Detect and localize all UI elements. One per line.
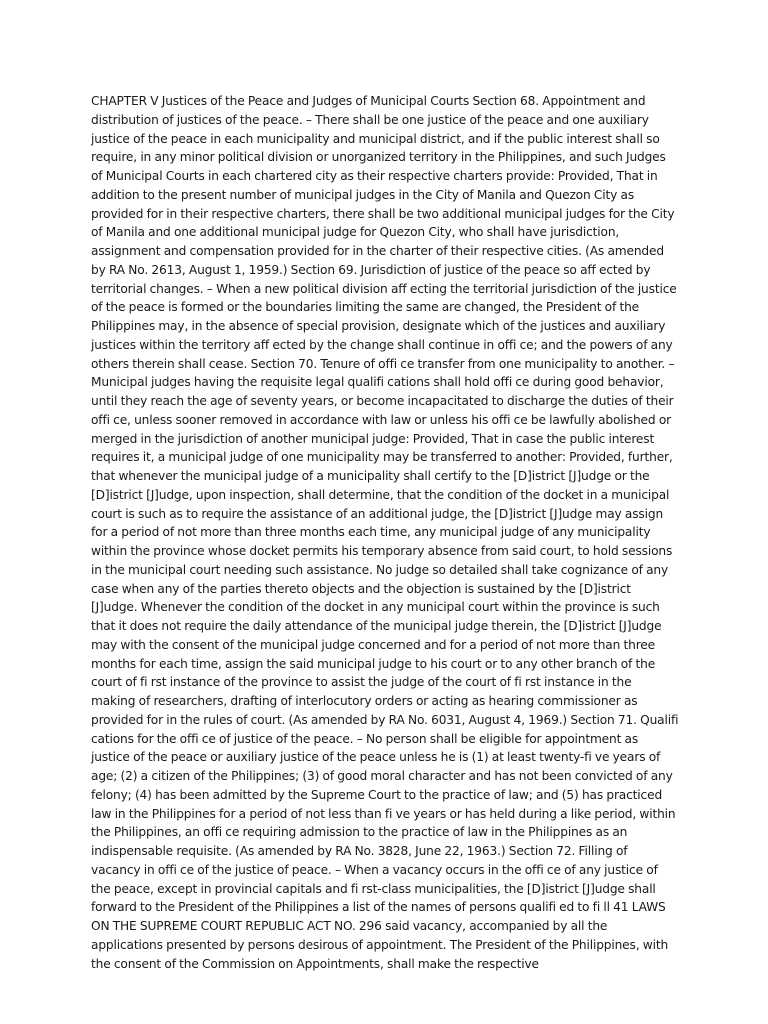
document-body-text: CHAPTER V Justices of the Peace and Judges of Municipal Courts Section 68. Appointment and distribution of justices of the peace. – There shall be one justice of the peace and one auxiliary justice of the peace in each municipality and municipal district, and if the public interest shall so require, in any minor political division or unorganized territory in the Philippines, and such Judges of Municipal Courts in each chartered city as their respective charters provide: Provided, That in addition to the present number of municipal judges in the City of Manila and Quezon City as provided for in their respective charters, there shall be two additional municipal judges for the City of Manila and one additional municipal judge for Quezon City, who shall have jurisdiction, assignment and compensation provided for in the charter of their respective cities. (As amended by RA No. 2613, August 1, 1959.) Section 69. Jurisdiction of justice of the peace so aff ected by territorial changes. – When a new political division aff ecting the territorial jurisdiction of the justice of the peace is formed or the boundaries limiting the same are changed, the President of the Philippines may, in the absence of special provision, designate which of the justices and auxiliary justices within the territory aff ected by the change shall continue in offi ce; and the powers of any others therein shall cease. Section 70. Tenure of offi ce transfer from one municipality to another. – Municipal judges having the requisite legal qualifi cations shall hold offi ce during good behavior, until they reach the age of seventy years, or become incapacitated to discharge the duties of their offi ce, unless sooner removed in accordance with law or unless his offi ce be lawfully abolished or merged in the jurisdiction of another municipal judge: Provided, That in case the public interest requires it, a municipal judge of one municipality may be transferred to another: Provided, further, that whenever the municipal judge of a municipality shall certify to the [D]istrict [J]udge or the [D]istrict [J]udge, upon inspection, shall determine, that the condition of the docket in a municipal court is such as to require the assistance of an additional judge, the [D]istrict [J]udge may assign for a period of not more than three months each time, any municipal judge of any municipality within the province whose docket permits his temporary absence from said court, to hold sessions in the municipal court needing such assistance. No judge so detailed shall take cognizance of any case when any of the parties thereto objects and the objection is sustained by the [D]istrict [J]udge. Whenever the condition of the docket in any municipal court within the province is such that it does not require the daily attendance of the municipal judge therein, the [D]istrict [J]udge may with the consent of the municipal judge concerned and for a period of not more than three months for each time, assign the said municipal judge to his court or to any other branch of the court of fi rst instance of the province to assist the judge of the court of fi rst instance in the making of researchers, drafting of interlocutory orders or acting as hearing commissioner as provided for in the rules of court. (As amended by RA No. 6031, August 4, 1969.) Section 71. Qualifi cations for the offi ce of justice of the peace. – No person shall be eligible for appointment as justice of the peace or auxiliary justice of the peace unless he is (1) at least twenty-fi ve years of age; (2) a citizen of the Philippines; (3) of good moral character and has not been convicted of any felony; (4) has been admitted by the Supreme Court to the practice of law; and (5) has practiced law in the Philippines for a period of not less than fi ve years or has held during a like period, within the Philippines, an offi ce requiring admission to the practice of law in the Philippines as an indispensable requisite. (As amended by RA No. 3828, June 22, 1963.) Section 72. Filling of vacancy in offi ce of the justice of peace. – When a vacancy occurs in the offi ce of any justice of the peace, except in provincial capitals and fi rst-class municipalities, the [D]istrict [J]udge shall forward to the President of the Philippines a list of the names of persons qualifi ed to fi ll 41 LAWS ON THE SUPREME COURT REPUBLIC ACT NO. 296 said vacancy, accompanied by all the applications presented by persons desirous of appointment. The President of the Philippines, with the consent of the Commission on Appointments, shall make the respective — [91, 94, 679, 971]
